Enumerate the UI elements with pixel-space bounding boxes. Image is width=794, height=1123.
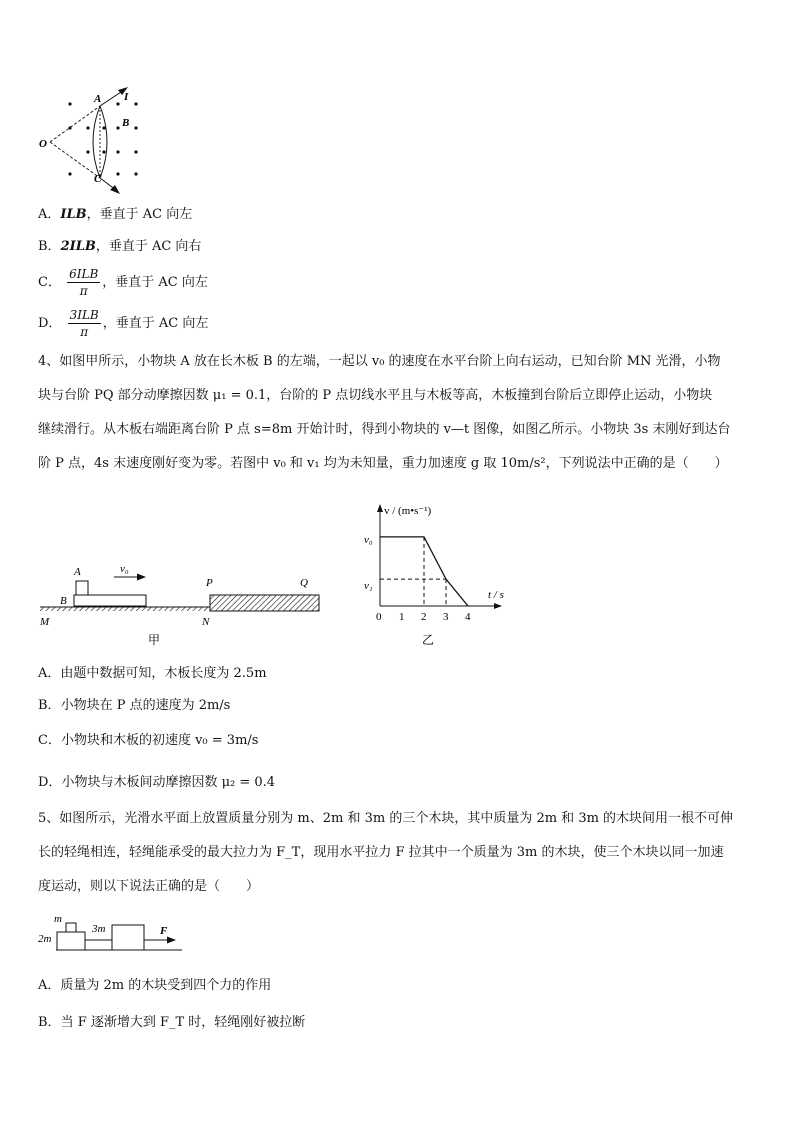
q5-label-m: m — [54, 913, 62, 925]
q5-stem-line-1: 5、如图所示，光滑水平面上放置质量分别为 m、2m 和 3m 的三个木块，其中质量为 2m 和 3m 的木块间用一根不可伸 — [38, 811, 734, 826]
q3-magnetic-field-figure — [36, 84, 156, 196]
q5-option-b[interactable]: B．当 F 逐渐增大到 F_T 时，轻绳刚好被拉断 — [38, 1015, 306, 1030]
q4-jia-label-m: M — [40, 616, 50, 628]
vt-tick-label-4: 4 — [465, 611, 471, 623]
q4-option-c[interactable]: C．小物块和木板的初速度 v₀ = 3m/s — [38, 733, 259, 748]
q4-stem-line-3: 继续滑行。从木板右端距离台阶 P 点 s=8m 开始计时，得到小物块的 v—t 图像，如图乙所示。小物块 3s 末刚好到达台 — [38, 422, 731, 437]
q4-stem — [38, 345, 762, 481]
q4-stem-line-1: 4、如图甲所示，小物块 A 放在长木板 B 的左端，一起以 v₀ 的速度在水平台阶上向右运动，已知台阶 MN 光滑，小物 — [38, 354, 721, 369]
q4-stem-line-2: 块与台阶 PQ 部分动摩擦因数 μ₁ = 0.1，台阶的 P 点切线水平且与木板等高，木板撞到台阶后立即停止运动，小物块 — [38, 388, 713, 403]
vt-tick-label-3: 3 — [443, 611, 449, 623]
q4-jia-label-q: Q — [300, 577, 308, 589]
q5-blocks-figure — [36, 912, 186, 958]
q4-jia-label-a: A — [74, 566, 81, 578]
q4-option-d[interactable]: D．小物块与木板间动摩擦因数 μ₂ = 0.4 — [38, 775, 276, 790]
q4-option-b[interactable]: B．小物块在 P 点的速度为 2m/s — [38, 698, 231, 713]
q4-figure-yi-vt-graph — [350, 498, 520, 650]
q4-option-a[interactable]: A．由题中数据可知，木板长度为 2.5m — [38, 666, 267, 681]
q5-stem-line-2: 长的轻绳相连，轻绳能承受的最大拉力为 F_T，现用水平拉力 F 拉其中一个质量为 3m 的木块，使三个木块以同一加速 — [38, 845, 724, 860]
q5-stem — [38, 802, 762, 904]
vt-tick-label-0: 0 — [376, 611, 382, 623]
vt-caption: 乙 — [422, 633, 435, 647]
q3-option-d[interactable]: D． $\frac{\text{3ILB}}{\pi}$ ，垂直于 AC 向左 — [38, 308, 209, 339]
vt-tick-label-1: 1 — [399, 611, 405, 623]
q5-stem-line-3: 度运动，则以下说法正确的是（ ） — [38, 879, 260, 894]
q3-label-o: O — [39, 138, 47, 150]
q4-jia-label-n: N — [202, 616, 210, 628]
q5-label-f: F — [160, 925, 168, 937]
q4-figure-jia — [36, 558, 326, 650]
q4-jia-label-b: B — [60, 595, 67, 607]
vt-y-label: v / (m•s⁻¹) — [384, 505, 432, 517]
q3-label-c: C — [94, 173, 102, 185]
q3-option-c[interactable]: C． $\frac{\text{6ILB}}{\pi}$ ，垂直于 AC 向左 — [38, 267, 208, 298]
q3-option-b[interactable]: B．2ILB，垂直于 AC 向右 — [38, 239, 202, 254]
vt-v1-label: v₁ — [364, 580, 373, 592]
q4-stem-line-4: 阶 P 点，4s 末速度刚好变为零。若图中 v₀ 和 v₁ 均为未知量，重力加速度 g 取 10m/s²，下列说法中正确的是（ ） — [38, 456, 728, 471]
q4-jia-label-v0: v₀ — [120, 563, 129, 575]
q5-option-a[interactable]: A．质量为 2m 的木块受到四个力的作用 — [38, 978, 272, 993]
vt-x-label: t / s — [488, 589, 504, 601]
q3-option-a[interactable]: A．ILB，垂直于 AC 向左 — [38, 207, 193, 222]
q3-label-i: I — [124, 91, 129, 103]
q4-jia-caption: 甲 — [148, 633, 161, 647]
q5-label-2m: 2m — [38, 933, 52, 945]
q3-label-b: B — [122, 117, 130, 129]
q3-label-a: A — [94, 93, 102, 105]
q5-label-3m: 3m — [92, 923, 106, 935]
vt-tick-label-2: 2 — [421, 611, 427, 623]
q4-jia-label-p: P — [206, 577, 213, 589]
q3-option-d-fraction: $\frac{\text{3ILB}}{\pi}$ — [69, 308, 99, 339]
vt-v0-label: v₀ — [364, 534, 373, 546]
q3-option-c-fraction: $\frac{\text{6ILB}}{\pi}$ — [69, 267, 99, 298]
